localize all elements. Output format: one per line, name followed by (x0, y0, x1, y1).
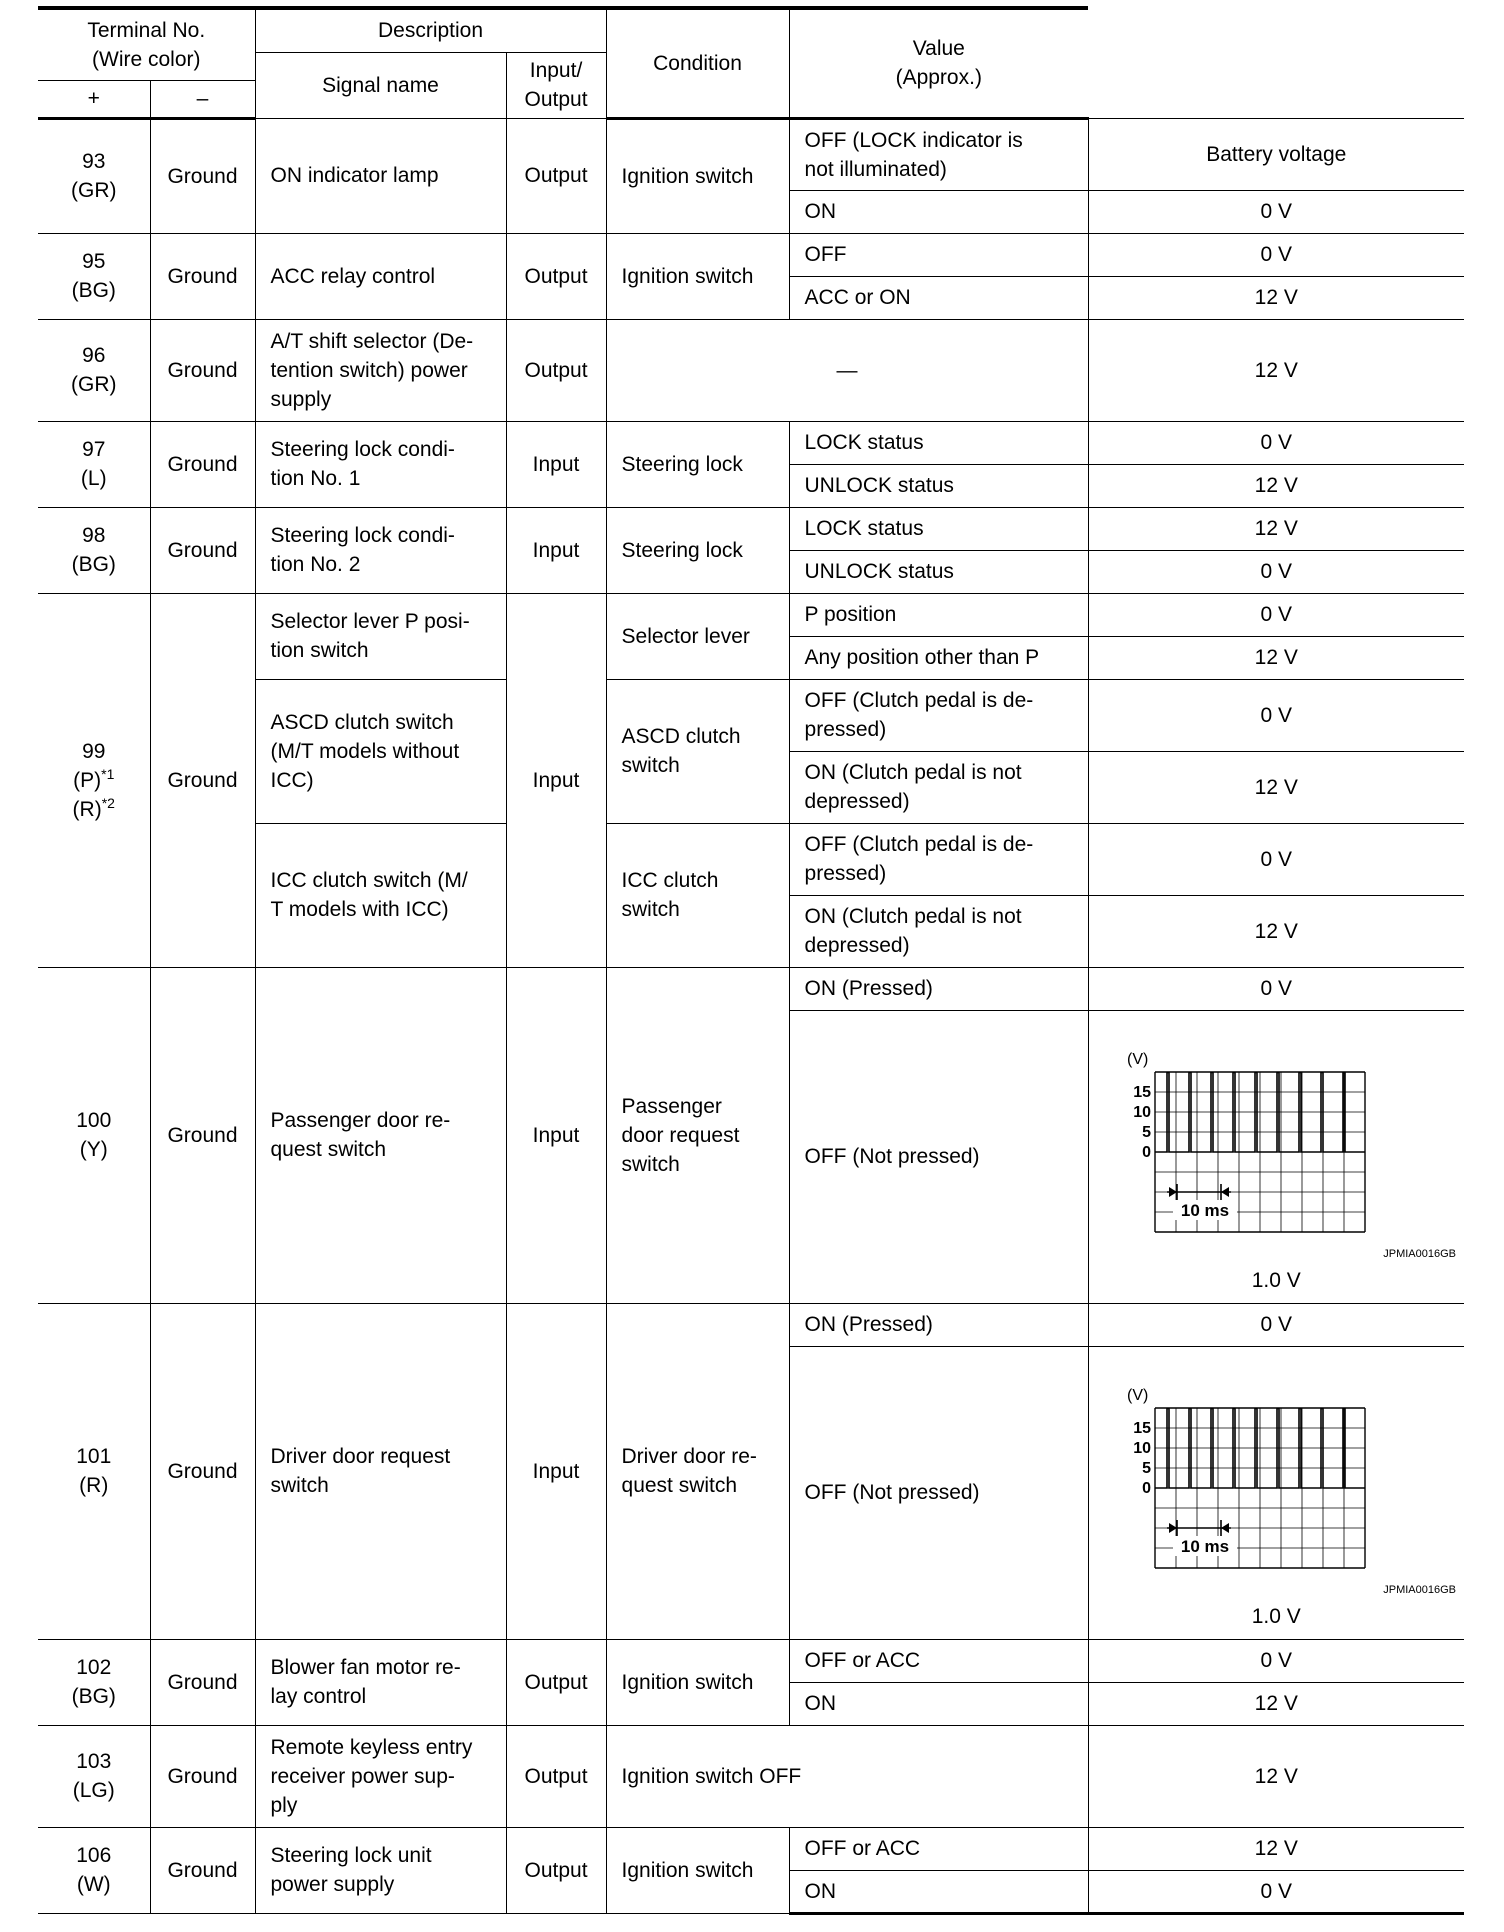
sub-condition: OFF (Not pressed) (789, 1346, 1088, 1639)
signal-line: Driver door request (270, 1445, 451, 1468)
io-cell: Output (506, 1639, 606, 1725)
condition-cell: Ignition switch (606, 118, 789, 233)
terminal-number: 103 (76, 1750, 112, 1773)
condition-cell: Ignition switch (606, 233, 789, 319)
terminal-99 (38, 593, 150, 967)
terminal-number: 96 (82, 344, 106, 367)
value-cell: 12 V (1088, 636, 1464, 679)
ground-cell: Ground (150, 118, 255, 233)
signal-line: Remote keyless entry (270, 1735, 473, 1759)
signal-line: A/T shift selector (De- (270, 329, 474, 353)
signal-line: ICC) (270, 768, 314, 792)
condition-cell (606, 823, 789, 967)
ground-cell: Ground (150, 319, 255, 421)
header-output-label: Output (524, 88, 588, 111)
sub-condition-line: OFF (LOCK indicator is (804, 128, 1023, 152)
signal-line: Steering lock condi- (270, 524, 455, 547)
signal-line: tion No. 1 (270, 467, 361, 490)
value-cell: 1.0 V (1251, 1604, 1301, 1628)
sub-condition: P position (789, 593, 1088, 636)
io-cell: Input (506, 421, 606, 507)
signal-line: quest switch (270, 1138, 387, 1161)
y-tick-label: 0 (1141, 1479, 1151, 1497)
signal-line: Blower fan motor re- (270, 1656, 461, 1679)
sub-condition-line: ON (Clutch pedal is not (804, 905, 1022, 928)
signal-name: ON indicator lamp (255, 118, 506, 233)
terminal-number: 93 (82, 150, 106, 173)
y-tick-label: 10 (1132, 1439, 1151, 1457)
value-cell: Battery voltage (1088, 118, 1464, 190)
sub-condition: LOCK status (789, 421, 1088, 464)
header-value (789, 8, 1088, 118)
wire-color: (R) (79, 1474, 109, 1497)
header-minus: – (150, 80, 255, 118)
terminal-95 (38, 233, 150, 319)
signal-line: switch (270, 1474, 329, 1497)
terminal-number: 101 (76, 1445, 112, 1468)
terminal-101 (38, 1303, 150, 1639)
signal-name (255, 1725, 506, 1827)
condition-line: door request (621, 1123, 740, 1147)
header-value-label: Value (912, 37, 965, 61)
value-cell: 0 V (1088, 1303, 1464, 1346)
sub-condition: ON (789, 1870, 1088, 1913)
wire-color (53, 795, 135, 824)
value-cell: 0 V (1088, 233, 1464, 276)
signal-line: T models with ICC) (270, 898, 449, 921)
waveform-unit-label: (V) (1126, 1050, 1148, 1068)
signal-name (255, 1827, 506, 1913)
terminal-103 (38, 1725, 150, 1827)
header-description: Description (255, 8, 606, 52)
terminal-spec-sheet (38, 6, 1464, 1915)
io-cell: Input (506, 593, 606, 967)
signal-line: (M/T models without (270, 739, 460, 763)
signal-line: ply (270, 1793, 298, 1817)
waveform-figure (1089, 1348, 1465, 1638)
sub-condition: Any position other than P (789, 636, 1088, 679)
header-signal-name: Signal name (255, 52, 506, 118)
terminal-106 (38, 1827, 150, 1913)
signal-name (255, 507, 506, 593)
y-tick-label: 0 (1141, 1143, 1151, 1161)
sub-condition-line: pressed) (804, 862, 887, 885)
signal-name (255, 319, 506, 421)
value-cell: 0 V (1088, 421, 1464, 464)
wire-color: (GR) (71, 373, 117, 396)
signal-line: Selector lever P posi- (270, 610, 470, 633)
waveform-unit-label: (V) (1126, 1386, 1148, 1404)
terminal-number: 99 (82, 739, 106, 763)
condition-cell: Ignition switch (606, 1639, 789, 1725)
value-cell: 1.0 V (1251, 1268, 1301, 1292)
terminal-number: 98 (82, 524, 106, 547)
condition-line: ASCD clutch (621, 725, 741, 748)
wire-color: (BG) (71, 1685, 116, 1708)
sub-condition: ON (Pressed) (789, 967, 1088, 1010)
value-cell: 12 V (1088, 895, 1464, 967)
signal-line: tention switch) power (270, 358, 468, 382)
sub-condition: ACC or ON (789, 276, 1088, 319)
figure-code: JPMIA0016GB (1383, 1247, 1457, 1260)
sub-condition: ON (Pressed) (789, 1303, 1088, 1346)
terminal-100 (38, 967, 150, 1303)
time-scale-label: 10 ms (1180, 1200, 1229, 1220)
sub-condition: OFF or ACC (789, 1827, 1088, 1870)
sub-condition: OFF (789, 233, 1088, 276)
wire-color: (W) (76, 1873, 111, 1896)
sub-condition: ON (789, 1682, 1088, 1725)
terminal-102 (38, 1639, 150, 1725)
signal-line: tion No. 2 (270, 553, 361, 576)
header-terminal-label: Terminal No. (87, 18, 206, 42)
sub-condition-line: not illuminated) (804, 157, 947, 181)
signal-name (255, 1303, 506, 1639)
condition-cell: Ignition switch OFF (606, 1725, 1088, 1827)
wire-color: (BG) (71, 279, 116, 302)
wire-color: (L) (80, 467, 107, 490)
sub-condition: ON (789, 190, 1088, 233)
signal-name: ACC relay control (255, 233, 506, 319)
terminal-97 (38, 421, 150, 507)
value-cell: 12 V (1088, 1827, 1464, 1870)
sub-condition (789, 751, 1088, 823)
sub-condition (789, 823, 1088, 895)
footnote-2: *2 (101, 794, 115, 811)
value-cell: 12 V (1088, 319, 1464, 421)
header-input-label: Input/ (529, 59, 583, 82)
wire-color-p: (P) (73, 768, 102, 792)
signal-line: Steering lock condi- (270, 438, 455, 461)
signal-line: receiver power sup- (270, 1764, 455, 1788)
condition-line: Driver door re- (621, 1445, 757, 1468)
header-approx-label: (Approx.) (895, 66, 982, 90)
signal-line: supply (270, 387, 332, 411)
signal-name (255, 593, 506, 679)
signal-name (255, 967, 506, 1303)
ground-cell: Ground (150, 507, 255, 593)
condition-cell: Selector lever (606, 593, 789, 679)
signal-line: Passenger door re- (270, 1109, 451, 1132)
sub-condition-line: OFF (Clutch pedal is de- (804, 689, 1034, 712)
wire-color (53, 766, 135, 795)
io-cell: Input (506, 1303, 606, 1639)
terminal-table (38, 6, 1464, 1915)
terminal-number: 100 (76, 1109, 112, 1132)
io-cell: Output (506, 118, 606, 233)
sub-condition: OFF or ACC (789, 1639, 1088, 1682)
header-input-output (506, 52, 606, 118)
header-condition: Condition (606, 8, 789, 118)
value-cell: 0 V (1088, 823, 1464, 895)
signal-line: ICC clutch switch (M/ (270, 869, 468, 892)
sub-condition-line: depressed) (804, 934, 910, 957)
terminal-number: 95 (82, 250, 106, 273)
signal-line: power supply (270, 1873, 395, 1896)
arrow-head (1221, 1187, 1229, 1197)
wire-color: (GR) (71, 179, 117, 202)
condition-cell (606, 967, 789, 1303)
value-cell: 0 V (1088, 550, 1464, 593)
signal-name (255, 1639, 506, 1725)
wire-color: (LG) (72, 1779, 115, 1802)
sub-condition-line: depressed) (804, 790, 910, 813)
condition-cell (606, 1303, 789, 1639)
condition-cell: — (606, 319, 1088, 421)
io-cell: Output (506, 1827, 606, 1913)
value-cell: 0 V (1088, 1639, 1464, 1682)
ground-cell: Ground (150, 1639, 255, 1725)
sub-condition (789, 679, 1088, 751)
condition-cell: Steering lock (606, 507, 789, 593)
signal-name (255, 679, 506, 823)
arrow-head (1221, 1523, 1229, 1533)
condition-cell (606, 679, 789, 823)
ground-cell: Ground (150, 593, 255, 967)
sub-condition-line: pressed) (804, 718, 887, 741)
terminal-93 (38, 118, 150, 233)
terminal-number: 102 (76, 1656, 112, 1679)
io-cell: Output (506, 1725, 606, 1827)
condition-line: Passenger (621, 1094, 722, 1118)
waveform-cell (1088, 1346, 1464, 1639)
header-terminal-no (38, 8, 255, 80)
value-cell: 12 V (1088, 1682, 1464, 1725)
io-cell: Output (506, 233, 606, 319)
header-wire-color-label: (Wire color) (92, 47, 201, 71)
ground-cell: Ground (150, 967, 255, 1303)
value-cell: 0 V (1088, 967, 1464, 1010)
condition-line: ICC clutch (621, 869, 719, 892)
value-cell: 0 V (1088, 679, 1464, 751)
figure-code: JPMIA0016GB (1383, 1583, 1457, 1596)
value-cell: 0 V (1088, 593, 1464, 636)
waveform-cell (1088, 1010, 1464, 1303)
footnote-1: *1 (101, 765, 115, 782)
signal-name (255, 421, 506, 507)
ground-cell: Ground (150, 1303, 255, 1639)
value-cell: 12 V (1088, 1725, 1464, 1827)
signal-line: lay control (270, 1685, 367, 1708)
condition-cell: Ignition switch (606, 1827, 789, 1913)
value-cell: 12 V (1088, 276, 1464, 319)
wire-color-r: (R) (72, 797, 102, 821)
signal-name (255, 823, 506, 967)
value-cell: 12 V (1088, 507, 1464, 550)
terminal-number: 106 (76, 1844, 112, 1867)
time-scale-label: 10 ms (1180, 1536, 1229, 1556)
header-plus: + (38, 80, 150, 118)
io-cell: Input (506, 507, 606, 593)
terminal-98 (38, 507, 150, 593)
wire-color: (BG) (71, 553, 116, 576)
sub-condition: OFF (Not pressed) (789, 1010, 1088, 1303)
y-tick-label: 5 (1141, 1123, 1151, 1141)
sub-condition (789, 895, 1088, 967)
y-tick-label: 5 (1141, 1459, 1151, 1477)
condition-line: quest switch (621, 1474, 738, 1497)
sub-condition-line: OFF (Clutch pedal is de- (804, 833, 1034, 856)
ground-cell: Ground (150, 1827, 255, 1913)
condition-cell: Steering lock (606, 421, 789, 507)
sub-condition: UNLOCK status (789, 550, 1088, 593)
waveform-plot (1115, 1386, 1395, 1576)
sub-condition-line: ON (Clutch pedal is not (804, 761, 1022, 784)
condition-line: switch (621, 754, 680, 777)
condition-line: switch (621, 1152, 680, 1176)
io-cell: Output (506, 319, 606, 421)
sub-condition: UNLOCK status (789, 464, 1088, 507)
ground-cell: Ground (150, 421, 255, 507)
waveform-figure (1089, 1012, 1465, 1302)
signal-line: Steering lock unit (270, 1844, 432, 1867)
signal-line: ASCD clutch switch (270, 710, 454, 734)
value-cell: 12 V (1088, 464, 1464, 507)
terminal-96 (38, 319, 150, 421)
ground-cell: Ground (150, 1725, 255, 1827)
value-cell: 0 V (1088, 1870, 1464, 1913)
y-tick-label: 10 (1132, 1103, 1151, 1121)
sub-condition: LOCK status (789, 507, 1088, 550)
wire-color: (Y) (79, 1138, 108, 1161)
io-cell: Input (506, 967, 606, 1303)
y-tick-label: 15 (1132, 1083, 1151, 1101)
signal-line: tion switch (270, 639, 369, 662)
y-tick-label: 15 (1132, 1419, 1151, 1437)
condition-line: switch (621, 898, 680, 921)
waveform-plot (1115, 1050, 1395, 1240)
value-cell: 12 V (1088, 751, 1464, 823)
ground-cell: Ground (150, 233, 255, 319)
value-cell: 0 V (1088, 190, 1464, 233)
sub-condition (789, 118, 1088, 190)
terminal-number: 97 (82, 438, 106, 461)
